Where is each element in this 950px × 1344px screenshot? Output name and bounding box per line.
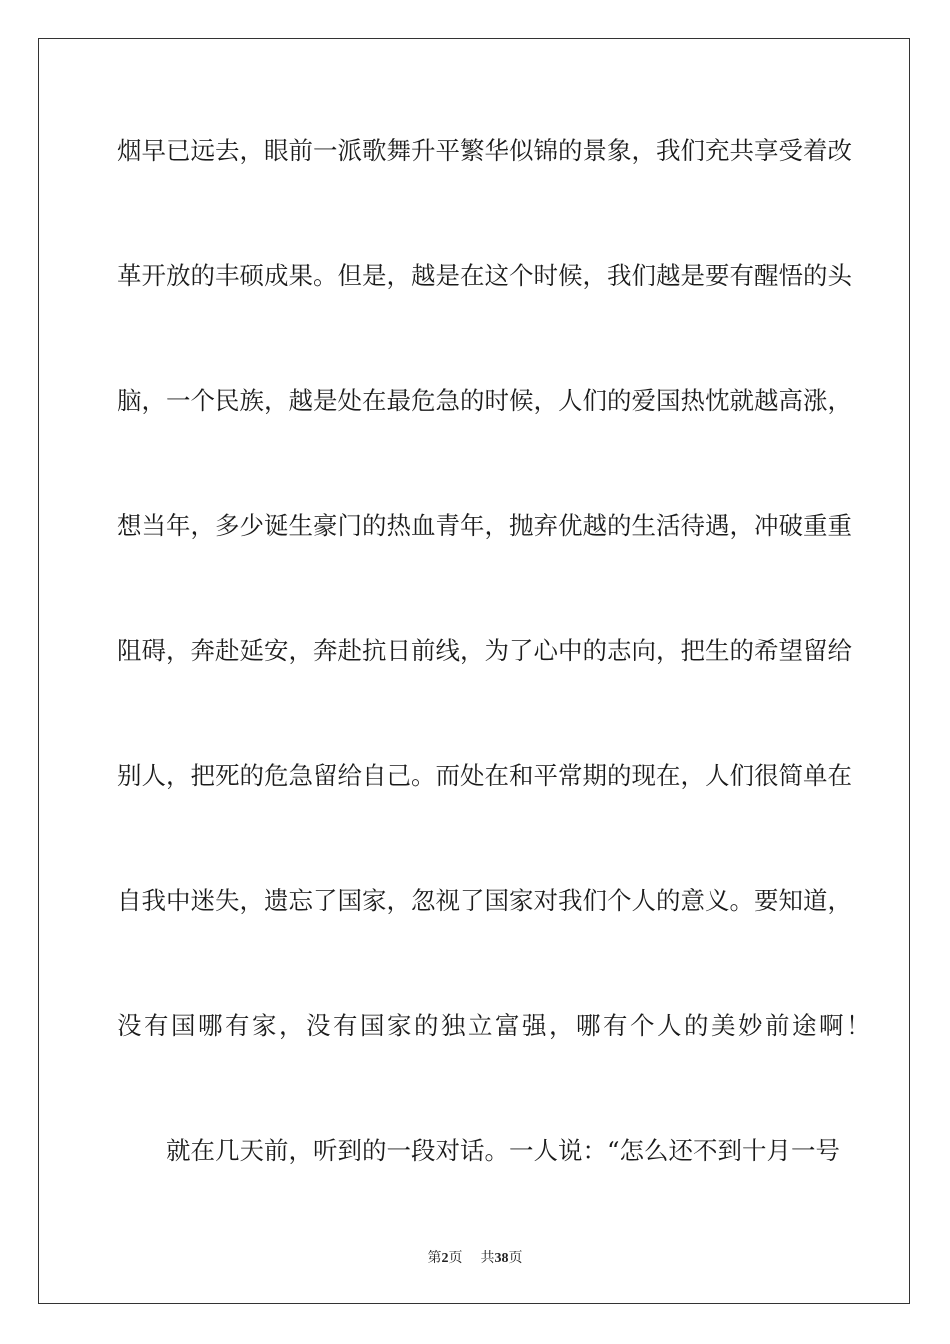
text-line: 阻碍，奔赴延安，奔赴抗日前线，为了心中的志向，把生的希望留给 [117,636,852,665]
text-line: 烟早已远去，眼前一派歌舞升平繁华似锦的景象，我们充共享受着改 [117,136,852,165]
page-suffix: 页 [448,1250,463,1266]
total-prefix: 共 [480,1250,495,1266]
page-prefix: 第 [427,1250,442,1266]
paragraph-end-line: 没有国哪有家，没有国家的独立富强，哪有个人的美妙前途啊！ [117,1011,873,1040]
text-line: 自我中迷失，遗忘了国家，忽视了国家对我们个人的意义。要知道， [117,886,852,915]
total-suffix: 页 [508,1250,523,1266]
text-line: 脑，一个民族，越是处在最危急的时候，人们的爱国热忱就越高涨， [117,386,852,415]
text-line: 想当年，多少诞生豪门的热血青年，抛弃优越的生活待遇，冲破重重 [117,511,852,540]
total-pages: 38 [494,1251,509,1266]
page-footer [0,1247,950,1267]
page-number: 2 [441,1251,449,1266]
text-line: 别人，把死的危急留给自己。而处在和平常期的现在，人们很简单在 [117,761,852,790]
document-body [117,120,873,1245]
text-line: 革开放的丰硕成果。但是，越是在这个时候，我们越是要有醒悟的头 [117,261,852,290]
paragraph-start-line: 就在几天前，听到的一段对话。一人说：“怎么还不到十月一号 [166,1136,841,1165]
